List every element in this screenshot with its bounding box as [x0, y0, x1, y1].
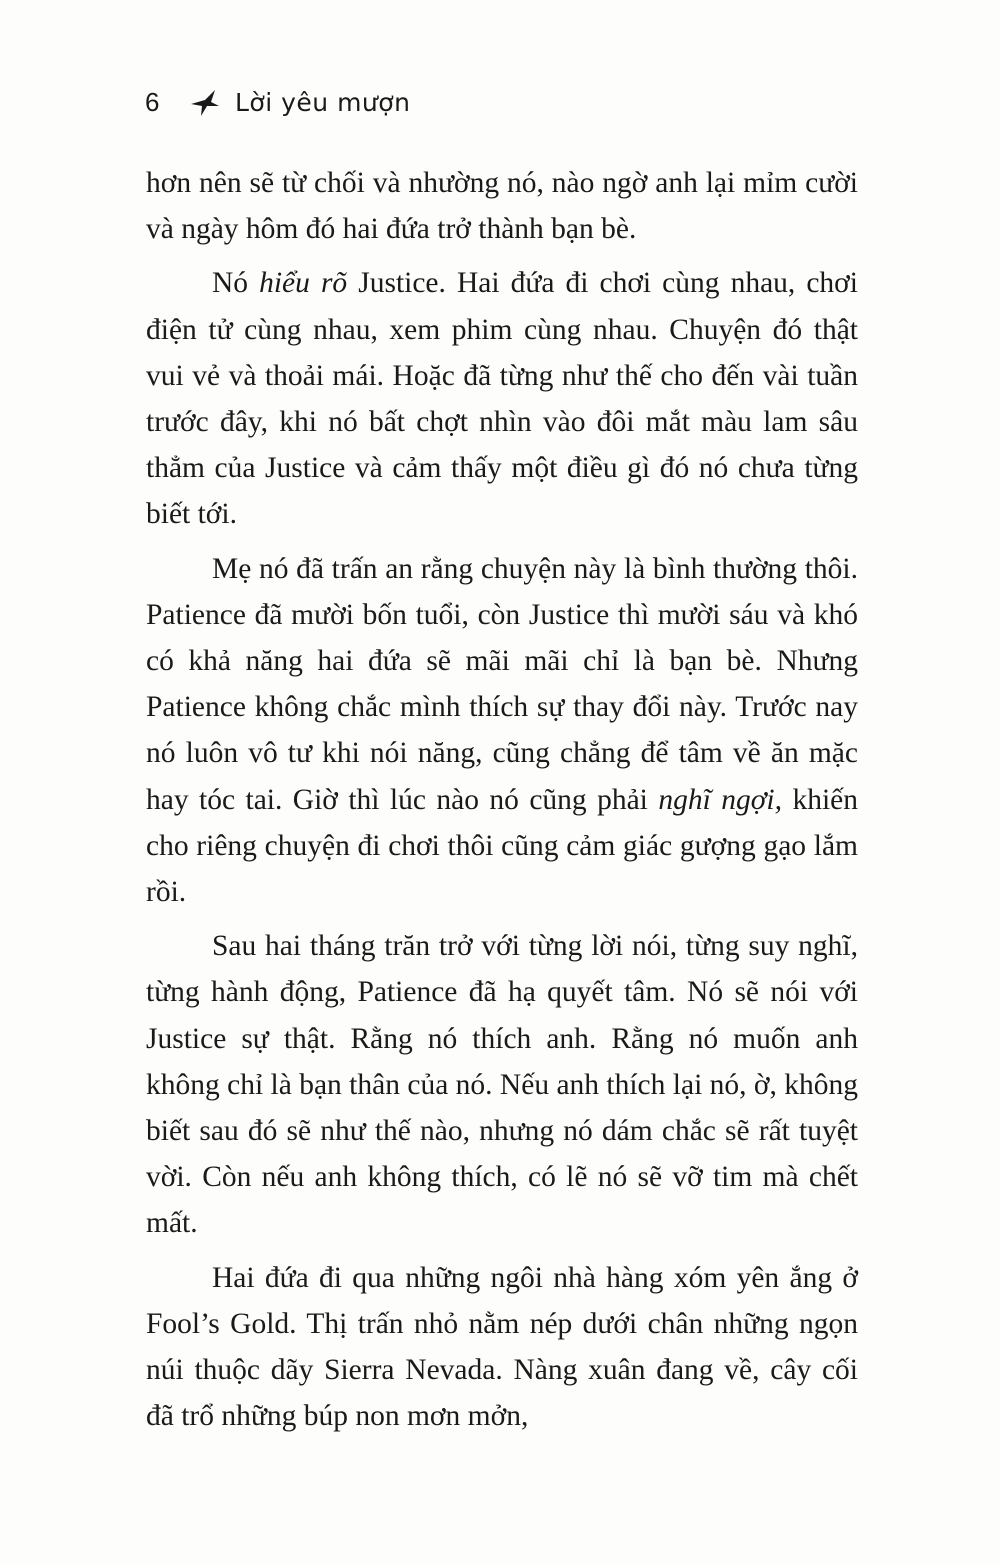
text-run: Justice. Hai đứa đi chơi cùng nhau, chơi điện tử cùng nhau, xem phim cùng nhau. Chuyện đó thật vui vẻ và thoải mái. Hoặc đã từng như thế cho đến vài tuần trước đây, khi nó bất chợt nhìn vào đôi mắt màu lam sâu thẳm của Justice và cảm thấy một điều gì đó nó chưa từng biết tới.	[146, 267, 858, 531]
italic-text: nghĩ ngợi,	[658, 783, 783, 816]
body-text	[146, 160, 858, 1447]
paragraph	[146, 260, 858, 537]
bird-icon	[185, 82, 229, 122]
paragraph	[146, 546, 858, 916]
text-run: Hai đứa đi qua những ngôi nhà hàng xóm yên ắng ở Fool’s Gold. Thị trấn nhỏ nằm nép dưới chân những ngọn núi thuộc dãy Sierra Nevada. Nàng xuân đang về, cây cối đã trổ những búp non mơn mởn,	[146, 1261, 858, 1433]
text-run: Sau hai tháng trăn trở với từng lời nói, từng suy nghĩ, từng hành động, Patience đã hạ quyết tâm. Nó sẽ nói với Justice sự thật. Rằng nó thích anh. Rằng nó muốn anh không chỉ là bạn thân của nó. Nếu anh thích lại nó, ờ, không biết sau đó sẽ như thế nào, nhưng nó dám chắc sẽ rất tuyệt vời. Còn nếu anh không thích, có lẽ nó sẽ vỡ tim mà chết mất.	[146, 930, 858, 1240]
book-title: Lời yêu mượn	[235, 87, 411, 117]
text-run: Nó	[212, 267, 260, 300]
italic-text: hiểu rõ	[259, 267, 348, 300]
text-run: Mẹ nó đã trấn an rằng chuyện này là bình thường thôi. Patience đã mười bốn tuổi, còn Justice thì mười sáu và khó có khả năng hai đứa sẽ mãi mãi chỉ là bạn bè. Nhưng Patience không chắc mình thích sự thay đổi này. Trước nay nó luôn vô tư khi nói năng, cũng chẳng để tâm về ăn mặc hay tóc tai. Giờ thì lúc nào nó cũng phải	[146, 552, 858, 816]
paragraph	[146, 1255, 858, 1440]
text-run: khiến cho riêng chuyện đi chơi thôi cũng cảm giác gượng gạo lắm rồi.	[146, 783, 858, 909]
text-run: hơn nên sẽ từ chối và nhường nó, nào ngờ anh lại mỉm cười và ngày hôm đó hai đứa trở thành bạn bè.	[146, 167, 858, 246]
running-header	[145, 82, 410, 122]
page-number: 6	[145, 86, 160, 117]
paragraph	[146, 923, 858, 1246]
paragraph	[146, 160, 858, 252]
